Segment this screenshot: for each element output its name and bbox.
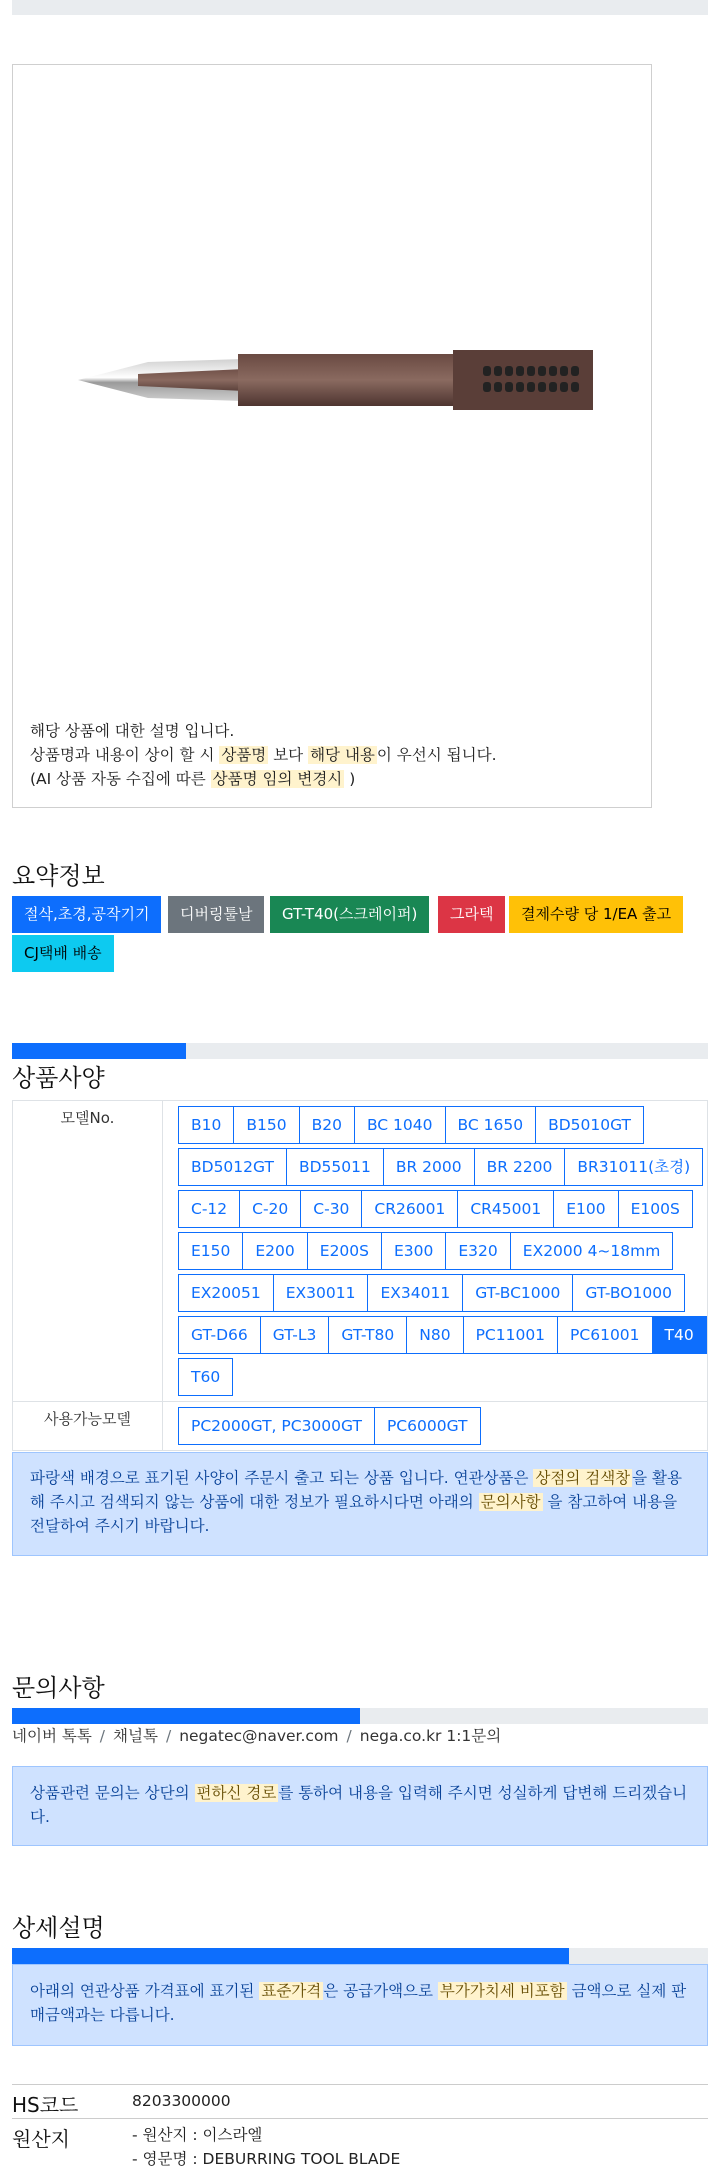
model-chip[interactable]: C-12 (178, 1190, 240, 1228)
model-chip[interactable]: EX20051 (178, 1274, 274, 1312)
model-chip[interactable]: N80 (406, 1316, 463, 1354)
model-chip[interactable]: BD55011 (286, 1148, 384, 1186)
highlight: 편하신 경로 (196, 1784, 277, 1802)
model-chip[interactable]: EX30011 (273, 1274, 369, 1312)
channel-email[interactable]: negatec@naver.com (179, 1727, 339, 1745)
detail-progress (12, 1948, 708, 1964)
model-chip[interactable]: BC 1040 (354, 1106, 446, 1144)
hs-code-value: 8203300000 (132, 2092, 231, 2110)
model-chip[interactable]: PC11001 (463, 1316, 558, 1354)
inquiry-progress (12, 1708, 708, 1724)
product-info-table (12, 2084, 708, 2169)
product-image-card (12, 64, 652, 808)
notice-line-1: 해당 상품에 대한 설명 입니다. (30, 722, 235, 740)
model-chip-list (163, 1101, 707, 1401)
badge-subcategory: 디버링툴날 (168, 896, 264, 933)
model-chip[interactable]: T60 (178, 1358, 233, 1396)
info-row-hs (12, 2084, 708, 2118)
channel-site-inquiry[interactable]: nega.co.kr 1:1문의 (359, 1727, 502, 1745)
compat-chip[interactable]: PC2000GT, PC3000GT (178, 1407, 375, 1445)
top-divider (12, 0, 708, 15)
highlight: 상품명 임의 변경시 (212, 770, 343, 788)
model-chip[interactable]: BR31011(초경) (564, 1148, 703, 1186)
badge-model: GT-T40(스크레이퍼) (270, 896, 429, 933)
model-chip[interactable]: E200S (307, 1232, 382, 1270)
detail-title: 상세설명 (12, 1914, 105, 1942)
badge-category: 절삭,초경,공작기기 (12, 896, 161, 933)
specs-progress-fill (12, 1043, 186, 1059)
detail-progress-fill (12, 1948, 569, 1964)
model-chip[interactable]: B150 (233, 1106, 299, 1144)
model-chip[interactable]: BD5010GT (535, 1106, 644, 1144)
highlight: 상점의 검색창 (535, 1469, 631, 1487)
spec-label-model: 모델No. (13, 1101, 163, 1401)
highlight: 해당 내용 (310, 746, 375, 764)
summary-title: 요약정보 (12, 862, 105, 890)
product-notice (30, 719, 497, 791)
inquiry-progress-fill (12, 1708, 360, 1724)
inquiry-channels: 네이버 톡톡 / 채널톡 / negatec@naver.com / nega.co.kr 1:1문의 (12, 1727, 502, 1745)
notice-line-2: 상품명과 내용이 상이 할 시 상품명 보다 해당 내용 이 우선시 됩니다. (30, 746, 497, 764)
model-chip[interactable]: EX2000 4~18mm (510, 1232, 674, 1270)
model-chip[interactable]: GT-L3 (260, 1316, 330, 1354)
model-chip[interactable]: E150 (178, 1232, 243, 1270)
spec-label-compat: 사용가능모델 (13, 1402, 163, 1450)
model-chip[interactable]: GT-BO1000 (572, 1274, 685, 1312)
highlight: 문의사항 (480, 1493, 541, 1511)
origin-label: 원산지 (12, 2127, 70, 2151)
model-chip[interactable]: EX34011 (367, 1274, 463, 1312)
specs-alert: 파랑색 배경으로 표기된 사양이 주문시 출고 되는 상품 입니다. 연관상품은 상점의 검색창 을 활용해 주시고 검색되지 않는 상품에 대한 정보가 필요하시다면 아래의 문의사항 을 참고하여 내용을 전달하여 주시기 바랍니다. (12, 1452, 708, 1556)
highlight: 표준가격 (261, 1982, 322, 2000)
model-chip[interactable]: B20 (299, 1106, 355, 1144)
spec-row-compat (13, 1402, 707, 1450)
model-chip[interactable]: BR 2000 (383, 1148, 475, 1186)
channel-channeltalk[interactable]: 채널톡 (113, 1727, 158, 1745)
hs-code-label: HS코드 (12, 2093, 79, 2117)
badge-brand: 그라텍 (438, 896, 505, 933)
model-chip[interactable]: E100 (553, 1190, 618, 1228)
model-chip[interactable]: T40 (652, 1316, 707, 1354)
model-chip[interactable]: BD5012GT (178, 1148, 287, 1186)
spec-table (12, 1100, 708, 1451)
model-chip[interactable]: C-20 (239, 1190, 301, 1228)
product-image (78, 346, 608, 414)
model-chip[interactable]: CR45001 (457, 1190, 554, 1228)
model-chip[interactable]: C-30 (300, 1190, 362, 1228)
inquiry-alert: 상품관련 문의는 상단의 편하신 경로 를 통하여 내용을 입력해 주시면 성실하게 답변해 드리겠습니다. (12, 1766, 708, 1846)
model-chip[interactable]: BR 2200 (474, 1148, 566, 1186)
model-chip[interactable]: E320 (445, 1232, 510, 1270)
detail-alert: 아래의 연관상품 가격표에 표기된 표준가격 은 공급가액으로 부가가치세 비포함 금액으로 실제 판매금액과는 다릅니다. (12, 1964, 708, 2046)
notice-line-3: (AI 상품 자동 수집에 따른 상품명 임의 변경시 ) (30, 770, 356, 788)
model-chip[interactable]: GT-D66 (178, 1316, 261, 1354)
model-chip[interactable]: GT-T80 (328, 1316, 407, 1354)
model-chip[interactable]: E200 (242, 1232, 307, 1270)
highlight: 부가가치세 비포함 (439, 1982, 565, 2000)
badge-shipping: CJ택배 배송 (12, 935, 114, 972)
inquiry-title: 문의사항 (12, 1674, 105, 1702)
origin-value: - 원산지 : 이스라엘 - 영문명 : DEBURRING TOOL BLADE (132, 2126, 401, 2168)
model-chip[interactable]: CR26001 (361, 1190, 458, 1228)
model-chip[interactable]: B10 (178, 1106, 234, 1144)
model-chip[interactable]: E300 (381, 1232, 446, 1270)
spec-row-model (13, 1101, 707, 1402)
compat-chip[interactable]: PC6000GT (374, 1407, 481, 1445)
badge-quantity: 결제수량 당 1/EA 출고 (509, 896, 683, 933)
highlight: 상품명 (221, 746, 267, 764)
specs-title: 상품사양 (12, 1064, 105, 1092)
channel-naver-talktalk[interactable]: 네이버 톡톡 (12, 1727, 92, 1745)
model-chip[interactable]: GT-BC1000 (462, 1274, 573, 1312)
model-chip[interactable]: PC61001 (557, 1316, 652, 1354)
model-chip[interactable]: BC 1650 (445, 1106, 537, 1144)
compat-chip-list (163, 1402, 707, 1450)
specs-progress (12, 1043, 708, 1059)
info-row-origin (12, 2118, 708, 2169)
model-chip[interactable]: E100S (618, 1190, 693, 1228)
